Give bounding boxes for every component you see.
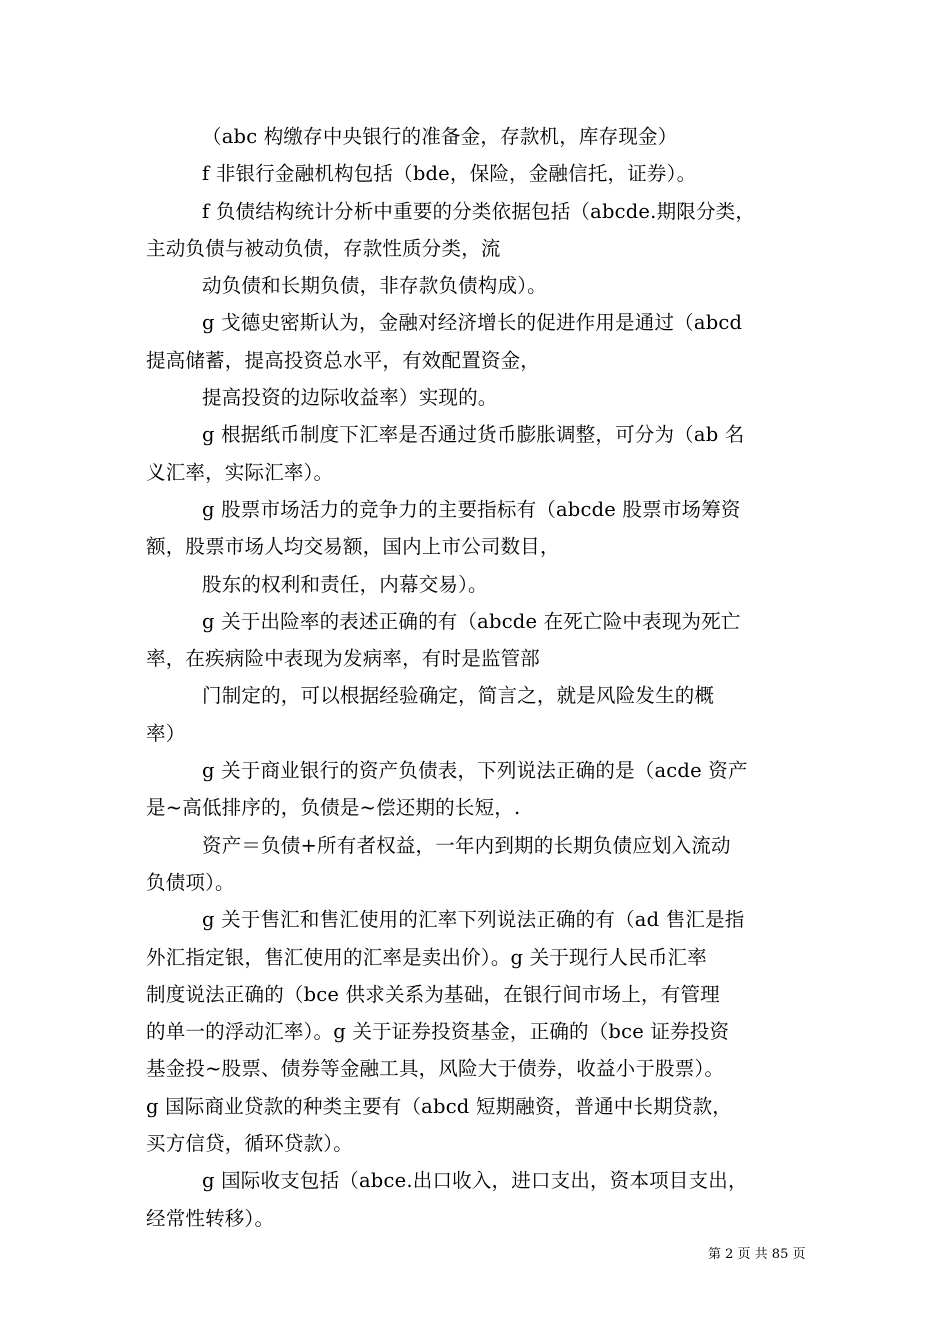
text-line: 率） [146, 721, 186, 745]
text-line: g 国际收支包括（abce.出口收入，进口支出，资本项目支出， [202, 1169, 748, 1193]
text-line: g 国际商业贷款的种类主要有（abcd 短期融资，普通中长期贷款， [146, 1094, 732, 1118]
text-line: f 非银行金融机构包括（bde，保险，金融信托，证券）。 [202, 162, 697, 186]
text-line: g 根据纸币制度下汇率是否通过货币膨胀调整，可分为（ab 名 [202, 423, 745, 447]
text-line: 买方信贷，循环贷款）。 [146, 1132, 353, 1156]
text-line: 外汇指定银，售汇使用的汇率是卖出价）。g 关于现行人民币汇率 [146, 945, 707, 969]
text-line: 负债项）。 [146, 870, 235, 894]
text-line: 提高储蓄，提高投资总水平，有效配置资金， [146, 348, 541, 372]
text-line: 股东的权利和责任，内幕交易）。 [202, 572, 488, 596]
text-line: 资产＝负债+所有者权益，一年内到期的长期负债应划入流动 [202, 833, 731, 857]
text-line: 是~高低排序的，负债是~偿还期的长短，. [146, 796, 521, 820]
text-line: （abc 构缴存中央银行的准备金，存款机，库存现金） [202, 125, 678, 148]
text-line: 基金投~股票、债券等金融工具，风险大于债券，收益小于股票）。 [146, 1057, 725, 1081]
text-line: g 关于商业银行的资产负债表，下列说法正确的是（acde 资产 [202, 759, 748, 783]
text-line: g 关于售汇和售汇使用的汇率下列说法正确的有（ad 售汇是指 [202, 908, 745, 932]
text-line: 义汇率，实际汇率）。 [146, 460, 334, 484]
text-line: 门制定的，可以根据经验确定，简言之，就是风险发生的概 [202, 684, 715, 708]
text-line: 制度说法正确的（bce 供求关系为基础，在银行间市场上，有管理 [146, 982, 720, 1006]
text-line: 提高投资的边际收益率）实现的。 [202, 386, 498, 410]
text-line: 率，在疾病险中表现为发病率，有时是监管部 [146, 647, 541, 671]
text-line: 经常性转移）。 [146, 1206, 275, 1230]
text-line: 动负债和长期负债，非存款负债构成）。 [202, 274, 547, 298]
text-line: 的单一的浮动汇率）。g 关于证券投资基金，正确的（bce 证券投资 [146, 1020, 730, 1044]
text-line: 额，股票市场人均交易额，国内上市公司数目， [146, 535, 560, 559]
text-line: g 戈德史密斯认为，金融对经济增长的促进作用是通过（abcd [202, 311, 743, 335]
text-line: g 股票市场活力的竞争力的主要指标有（abcde 股票市场筹资 [202, 497, 741, 521]
text-line: 主动负债与被动负债，存款性质分类，流 [146, 236, 501, 260]
page-footer: 第 2 页 共 85 页 [708, 1247, 806, 1262]
document-body [146, 118, 826, 1237]
text-line: f 负债结构统计分析中重要的分类依据包括（abcde.期限分类， [202, 199, 756, 223]
text-line: g 关于出险率的表述正确的有（abcde 在死亡险中表现为死亡 [202, 609, 741, 633]
